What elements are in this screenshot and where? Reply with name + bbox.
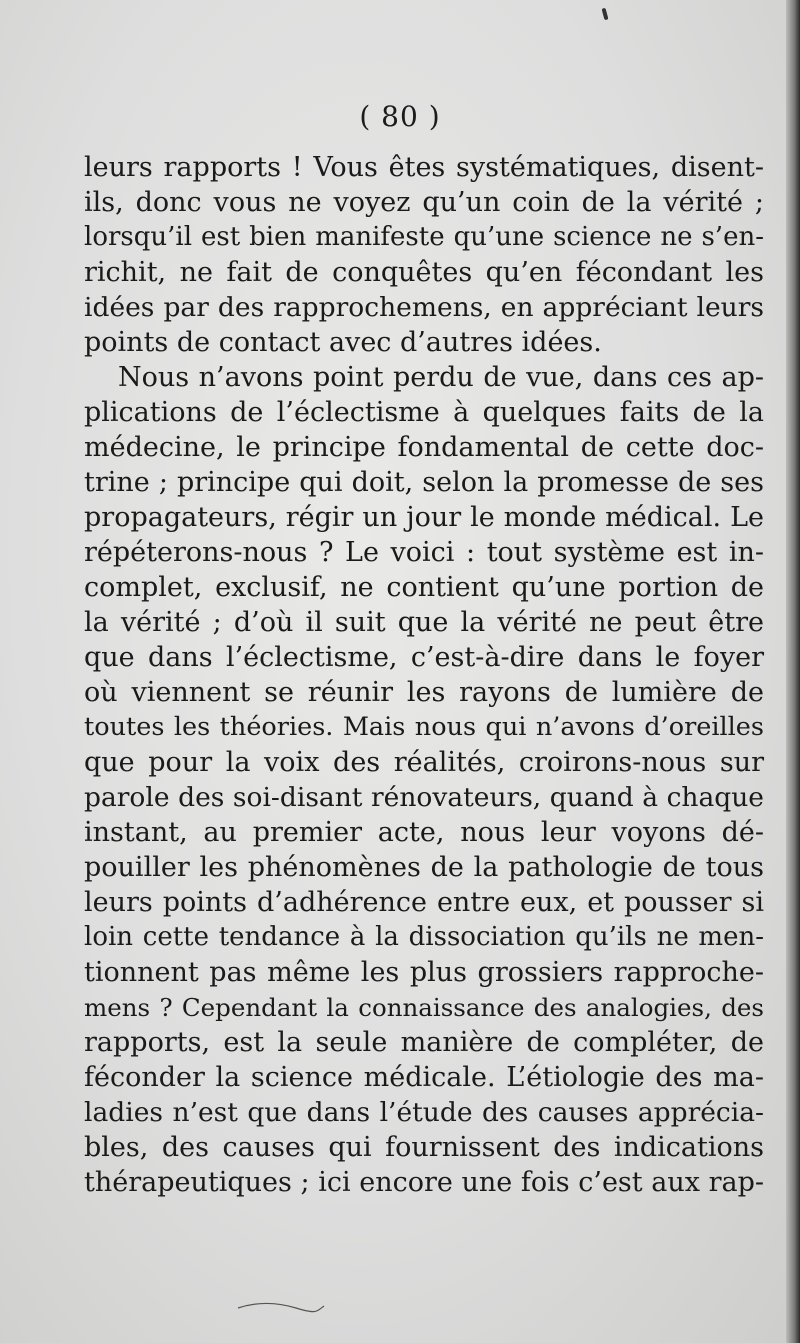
text-line: idées par des rapprochemens, en appréciant leurs <box>84 292 764 323</box>
text-line: que dans l’éclectisme, c’est-à-dire dans le foyer <box>84 642 764 673</box>
text-line: où viennent se réunir les rayons de lumière de <box>84 677 764 708</box>
text-line: que pour la voix des réalités, croirons-nous sur <box>84 747 764 778</box>
text-line: rapports, est la seule manière de compléter, de <box>84 1027 764 1058</box>
text-line: trine ; principe qui doit, selon la promesse de ses <box>84 467 764 498</box>
text-line: ils, donc vous ne voyez qu’un coin de la vérité ; <box>84 187 764 218</box>
text-line: richit, ne fait de conquêtes qu’en fécondant les <box>84 257 764 288</box>
text-line: points de contact avec d’autres idées. <box>84 327 602 358</box>
text-line: pouiller les phénomènes de la pathologie de tous <box>84 852 764 883</box>
text-line: bles, des causes qui fournissent des indications <box>84 1132 764 1163</box>
page-edge-shadow <box>786 0 800 1343</box>
text-line: tionnent pas même les plus grossiers rapproche- <box>84 957 764 988</box>
text-line: la vérité ; d’où il suit que la vérité ne peut être <box>84 607 764 638</box>
text-line: instant, au premier acte, nous leur voyons dé- <box>84 817 764 848</box>
ink-flourish <box>236 1300 326 1314</box>
page-body-text <box>84 150 764 1200</box>
text-line: toutes les théories. Mais nous qui n’avons d’oreilles <box>84 712 764 742</box>
text-line: leurs points d’adhérence entre eux, et pousser si <box>84 887 764 918</box>
text-line: médecine, le principe fondamental de cette doc- <box>84 432 764 463</box>
text-line: propagateurs, régir un jour le monde médical. Le <box>84 502 764 533</box>
text-line: thérapeutiques ; ici encore une fois c’est aux rap- <box>84 1167 764 1198</box>
text-line: ladies n’est que dans l’étude des causes apprécia- <box>84 1097 764 1128</box>
text-line: plications de l’éclectisme à quelques faits de la <box>84 397 764 428</box>
text-line-paragraph-start: Nous n’avons point perdu de vue, dans ces ap- <box>118 362 764 393</box>
text-line: complet, exclusif, ne contient qu’une portion de <box>84 572 764 603</box>
text-line: féconder la science médicale. L’étiologie des ma- <box>84 1062 764 1093</box>
page-number: ( 80 ) <box>359 100 441 133</box>
text-line: leurs rapports ! Vous êtes systématiques, disent- <box>84 152 764 183</box>
ink-speck <box>602 8 609 21</box>
text-line: loin cette tendance à la dissociation qu’ils ne men- <box>84 922 764 952</box>
text-line: répéterons-nous ? Le voici : tout système est in- <box>84 537 764 568</box>
text-line: mens ? Cependant la connaissance des analogies, des <box>84 993 764 1022</box>
text-line: parole des soi-disant rénovateurs, quand à chaque <box>84 782 764 813</box>
text-line: lorsqu’il est bien manifeste qu’une science ne s’en- <box>84 222 764 252</box>
